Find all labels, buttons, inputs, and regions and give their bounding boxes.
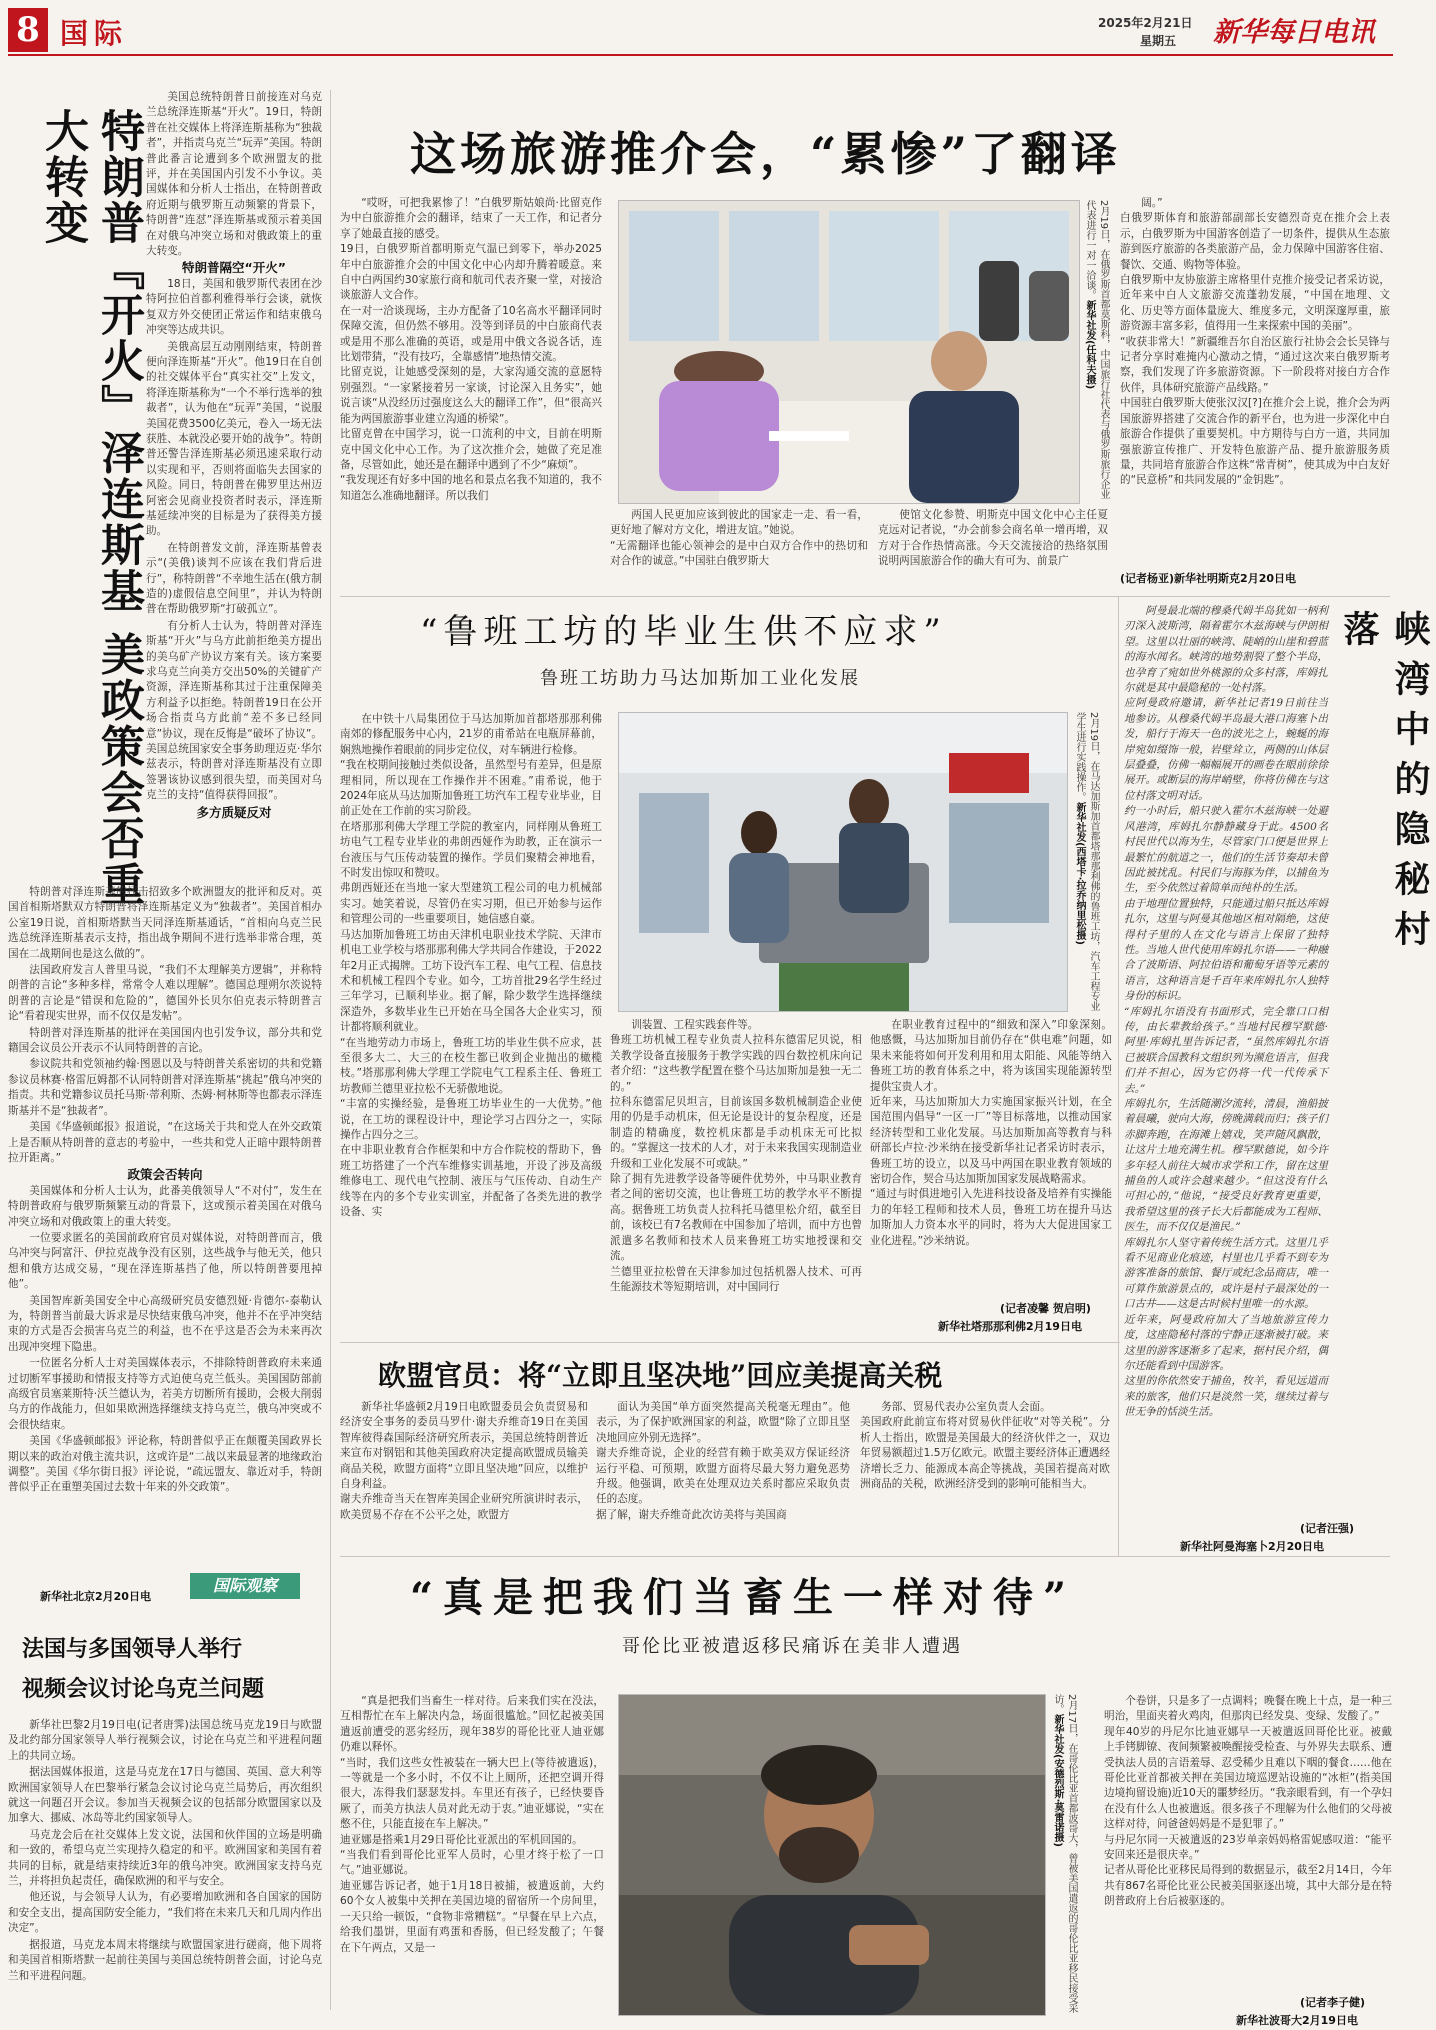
workshop-photo [619, 713, 1067, 1011]
luban-credit-dateline: 新华社塔那那利佛2月19日电 [938, 1320, 1082, 1333]
column-divider [1118, 596, 1119, 1556]
village-headline: 峡湾中的隐秘村落 [1338, 610, 1431, 960]
colombia-photo-caption [1050, 1694, 1078, 2014]
village-credit-dateline: 新华社阿曼海塞卜2月20日电 [1180, 1540, 1324, 1553]
section-rule [340, 1556, 1390, 1557]
tourism-col-2: 两国人民更加应该到彼此的国家走一走、看一看，更好地了解对方文化，增进友谊。”她说。 “无需翻译也能心领神会的是中白双方合作中的热切和对合作的诚意。”中国驻白俄罗斯大 [610, 509, 868, 568]
page-number-box: 8 [8, 8, 48, 52]
luban-col-2: 训装置、工程实践套件等。 鲁班工坊机械工程专业负责人拉科东德雷尼贝说，相关教学设备直接服务于教学实践的四台数控机床向记者介绍：“这些教学配置在整个马达加斯加是独一无二的。” 拉科东德雷尼贝坦言，目前该国多数机械制造企业使用的仍是手动机床，但无论是设计的复杂程度，还是制造的精确度，数控机床都是手动机床无可比拟的。“掌握这一技术的人才，对于未来我国实现制造业升级和工业化发展不可或缺。” 除了拥有先进教学设备等硬件优势外，中马职业教育者之间的密切交流，也让鲁班工坊的教学水平不断提高。据鲁班工坊负责人拉科托马德里松介绍，截至目前，该校已有7名教师在中国参加了培训，而中方也曾派遣多名教师和技术人员来鲁班工坊实地授课和交流。 兰德里亚拉松曾在天津参加过包括机器人技术、可再生能源技术等短期培训，对中国同行 [610, 1019, 862, 1293]
eu-col-3: 务部、贸易代表办公室负责人会面。 美国政府此前宣布将对贸易伙伴征收“对等关税”。分析人士指出，欧盟是美国最大的经济伙伴之一，双边年贸易额超过1.5万亿欧元。欧盟主要经济体正遭遇经济增长乏力、能源成本高企等挑战，美国若提高对欧洲商品的关税，欧洲经济受到的影响可能相当大。 [860, 1401, 1110, 1491]
luban-headline: “鲁班工坊的毕业生供不应求” [420, 612, 947, 652]
lead-credit: 新华社北京2月20日电 [40, 1590, 151, 1603]
lead-para: 法国政府发言人普里马说，“我们不太理解美方逻辑”，并称特朗普的言论“多种多样，常常令人难以理解”。德国总理朔尔茨说特朗普的言论是“错误和危险的”，德国外长贝尔伯克表示特朗普言论“看着现实世界，而不仅仅是发帖”。 [8, 964, 322, 1023]
colombia-caption-text: 2月17日，在哥伦比亚首都波哥大，曾被美国遣返的哥伦比亚移民接受采访。 [1052, 1694, 1077, 2014]
tourism-caption-credit: 新华社发(任科夫摄) [1084, 300, 1095, 390]
eu-col-2: 面认为美国“单方面突然提高关税毫无理由”。他表示，为了保护欧洲国家的利益，欧盟“除了立即且坚决地回应外别无选择”。 谢夫乔维奇说，企业的经营有赖于欧美双方保证经济运行平稳、可预期，欧盟方面将尽最大努力避免恶势升级。他强调，欧美在处理双边关系时都应采取负责任的态度。 据了解，谢夫乔维奇此次访美将与美国商 [596, 1401, 850, 1521]
badge-international-observation: 国际观察 [190, 1573, 300, 1599]
lead-para: 特朗普对泽连斯基的抨击招致多个欧洲盟友的批评和反对。英国首相斯塔默双方特朗普将泽连斯基定义为“独裁者”。美国首相办公室19日说，首相斯塔默当天同泽连斯基通话，“首相向乌克兰民选总统泽连斯基表示支持，指出战争期间不进行选举非常合理，英国在二战期间也是这么做的”。 [8, 886, 322, 960]
france-para: 据法国媒体报道，这是马克龙在17日与德国、英国、意大利等欧洲国家领导人在巴黎举行紧急会议讨论乌克兰局势后，再次组织就这一问题召开会议。参加当天视频会议的包括部分欧盟国家以及加拿大、挪威、冰岛等北约国家领导人。 [8, 1766, 322, 1825]
lead-para: 特朗普对泽连斯基的批评在美国国内也引发争议，部分共和党籍国会议员公开表示不认同特朗普的言论。 [8, 1026, 322, 1055]
france-article [8, 1718, 322, 2018]
column-divider [330, 90, 331, 2010]
lead-para: 美俄高层互动刚刚结束，特朗普便向泽连斯基“开火”。他19日在自创的社交媒体平台“真实社交”上发文，将泽连斯基称为“一个不举行选举的独裁者”，认为他在“玩弄”美国，“说服美国花费3500亿美元，卷入一场无法获胜、本就没必要开始的战争”。特朗普还警告泽连斯基必须迅速采取行动以实现和平，否则将面临失去国家的风险。同日，特朗普在佛罗里达州迈阿密会见商业投资者时表示，泽连斯基延续冲突的目标是为了获得美方援助。 [146, 340, 322, 538]
france-headline-1: 法国与多国领导人举行 [22, 1636, 243, 1662]
colombia-headline: “真是把我们当畜生一样对待” [410, 1574, 1077, 1621]
luban-caption-text: 2月19日，在马达加斯加首都塔那那利佛的鲁班工坊，汽车工程专业学生进行实践操作。 [1074, 712, 1099, 1012]
lead-para: 有分析人士认为，特朗普对泽连斯基“开火”与乌方此前拒绝美方提出的美乌矿产协议方案有关。该方案要求乌克兰向美方交出50%的关键矿产资源，泽连斯基称其过于注重保障美方利益予以拒绝。特朗普19日在公开场合指责乌方此前“差不多已经同意”协议，现在反悔是“破坏了协议”。美国总统国家安全事务助理迈克·华尔兹表示，特朗普对泽连斯基没有立即签署该协议感到很失望，而美国对乌克兰的支持“值得获得回报”。 [146, 619, 322, 802]
france-para: 他还说，与会领导人认为，有必要增加欧洲和各自国家的国防和安全支出，提高国防安全能力，“我们将在未来几天和几周内作出决定”。 [8, 1891, 322, 1935]
luban-photo [618, 712, 1068, 1012]
lead-para: 美国《华盛顿邮报》评论称，特朗普似乎正在颠覆美国政界长期以来的政治对俄主流共识，这或许是“二战以来最显著的地缘政治调整”。美国《华尔街日报》评论说，“疏远盟友、靠近对手，特朗普似乎正在重塑美国过去数十年来的外交政策”。 [8, 1435, 322, 1494]
interview-photo [619, 1695, 1045, 2015]
eu-headline: 欧盟官员：将“立即且坚决地”回应美提高关税 [378, 1359, 943, 1392]
colombia-caption-credit: 新华社发(安德烈斯·莫雷诺摄) [1052, 1714, 1063, 1847]
colombia-col-2: 个卷饼，只是多了一点调料；晚餐在晚上十点，是一种三明治，里面夹着火鸡肉，但那肉已经发臭、变绿、发酸了。” 现年40岁的丹尼尔比迪亚娜早一天被遣返回哥伦比亚。被戴上手铐脚镣、夜间频繁被唤醒接受检查、与外界失去联系、遭受执法人员的言语羞辱、忍受稀少且难以下咽的餐食……他在哥伦比亚首都被关押在美国边境巡逻站设施的“冰柜”(指美国边境拘留设施)近10天的噩梦经历。“我亲眼看到，有一个孕妇在没有什么人也被遣返。很多孩子不理解为什么他们的父母被这样对待，问爸爸妈妈是不是犯罪了。” 与丹尼尔同一天被遣返的23岁单亲妈妈格雷妮感叹道：“能平安回来还是很庆幸。” 记者从哥伦比亚移民局得到的数据显示，截至2月14日，今年共有867名哥伦比亚公民被美国驱逐出境，其中大部分是在特朗普政府上台后被驱逐的。 [1104, 1695, 1392, 1908]
lead-subhead-1: 特朗普隔空“开火” [182, 260, 286, 276]
meeting-photo [619, 201, 1079, 503]
tourism-col-1: “哎呀，可把我累惨了！”白俄罗斯姑娘尚·比留克作为中白旅游推介会的翻译，结束了一天工作，和记者分享了她最直接的感受。 19日，白俄罗斯首都明斯克气温已到零下，举办2025年中白旅游推介会的中国文化中心内却升腾着暖意。来自中白两国约30家旅行商和航司代表齐聚一堂，对接洽谈旅游人文合作。 在一对一洽谈现场，主办方配备了10名高水平翻译同时保障交流，但仍然不够用。没等到译员的中白旅商代表或是用不那么准确的英语，或是用中俄文各说各话，连比划带猜，“没有技巧，全靠感情”地热情交流。 比留克说，让她感受深刻的是，大家沟通交流的意愿特别强烈。“一家紧接着另一家谈，讨论深入且务实”，她说言谈“从没经历过强度这么大的翻译工作”，但“很高兴能为两国旅游事业建立沟通的桥梁”。 比留克曾在中国学习，说一口流利的中文，目前在明斯克中国文化中心工作。为了这次推介会，她做了充足准备，尽管如此，她还是在翻译中遇到了不少“麻烦”。 “我发现还有好多中国的地名和景点名我不知道的，我不知道怎么准确地翻译。所以我们 [340, 197, 602, 502]
village-credit-reporter: (记者汪强) [1300, 1522, 1355, 1535]
lead-intro: 美国总统特朗普日前接连对乌克兰总统泽连斯基“开火”。19日，特朗普在社交媒体上将泽连斯基称为“独裁者”，并指责乌克兰“玩弄”美国。特朗普此番言论遭到多个欧洲盟友的批评，并在美国国内引发不小争议。美国媒体和分析人士指出，在特朗普政府近期与俄罗斯互动频繁的背景下，特朗普“连怼”泽连斯基或预示着美国在对俄乌冲突立场和对俄政策上的重大转变。 [146, 91, 322, 258]
france-para: 马克龙会后在社交媒体上发文说，法国和伙伴国的立场是明确和一致的，希望乌克兰实现持久稳定的和平。欧洲国家和美国有着共同的目标，就是结束持续近3年的俄乌冲突。欧洲国家支持乌克兰，并将担负起责任，确保欧洲的和平与安全。 [8, 1828, 322, 1888]
section-rule [340, 596, 1390, 597]
tourism-col-4: 阔。” 白俄罗斯体育和旅游部副部长安德烈奇克在推介会上表示，白俄罗斯为中国游客创造了一切条件，提供从生态旅游到医疗旅游的各类旅游产品，金力保障中国游客住宿、餐饮、交通、购物等体验。 白俄罗斯中友协旅游主席格里什克推介接受记者采访说，近年来中白人文旅游交流蓬勃发展，“中国在地理、文化、历史等方面体量庞大、维度多元，文明深邃厚重，旅游资源丰富多彩，值得用一生来探索中国的美丽”。 “收获非常大！”新疆维吾尔自治区旅行社协会会长吴锋与记者分享时难掩内心激动之情，“通过这次来白俄罗斯考察，我们发现了许多旅游资源。下一阶段将对接白方合作伙伴，具体研究旅游产品线路。” 中国驻白俄罗斯大使张汉汉[?]在推介会上说，推介会为两国旅游界搭建了交流合作的新平台，也为进一步深化中白旅游合作提供了重要契机。中方期待与白方一道，共同加强旅游宣传推广、开发特色旅游产品、提升旅游服务质量，共同培育旅游合作这株“常青树”，使其成为中白友好的“民意桥”和共同发展的“金钥匙”。 [1120, 197, 1390, 487]
luban-photo-caption [1072, 712, 1100, 1012]
lead-para: 一位要求匿名的美国前政府官员对媒体说，对特朗普而言，俄乌冲突与阿富汗、伊拉克战争没有区别，这些战争与他无关，他只想和俄方达成交易，“现在泽连斯基挡了他，所以特朗普要甩掉他”。 [8, 1231, 322, 1291]
lead-para: 18日，美国和俄罗斯代表团在沙特阿拉伯首都利雅得举行会谈，就恢复双方外交使团正常运作和结束俄乌冲突等达成共识。 [146, 277, 322, 337]
colombia-credit-dateline: 新华社波哥大2月19日电 [1236, 2014, 1358, 2027]
lead-subhead-2: 多方质疑反对 [196, 804, 272, 820]
masthead-rule [8, 54, 1393, 56]
section-label: 国际 [60, 17, 129, 50]
luban-credit-reporters: (记者凌馨 贺启明) [1000, 1302, 1091, 1315]
colombia-subheadline: 哥伦比亚被遣返移民痛诉在美非人遭遇 [622, 1636, 962, 1657]
section-rule [340, 1342, 1120, 1343]
tourism-credit: (记者杨亚)新华社明斯克2月20日电 [1120, 572, 1297, 585]
village-article: 阿曼最北端的穆桑代姆半岛犹如一柄利刃深入波斯湾，隔着霍尔木兹海峡与伊朗相望。这里以壮丽的峡湾、陡峭的山崖和碧蓝的海水闻名。峡湾的地势割裂了整个半岛，也孕育了宛如世外桃源的众多村落，库姆扎尔就是其中最隐秘的一处村落。 应阿曼政府邀请，新华社记者19日前往当地参访。从穆桑代姆半岛最大港口海塞卜出发，船行于海天一色的波光之上，蜿蜒的海岸宛如缀饰一般，岩壁耸立，两侧的山体层层叠叠，仿佛一幅幅展开的画卷在眼前徐徐展开。或断层的海岸峭壁，你将仿佛在与这位村落文明对话。 约一小时后，船只驶入霍尔木兹海峡一处避风港湾，库姆扎尔静静藏身于此。4500名村民世代以海为生，尽管家门口便是世界上最繁忙的航道之一，他们的生活节奏却未曾因此被扰乱。村民们与海豚为伴，以捕鱼为生，至今依然过着简单而纯朴的生活。 由于地理位置独特，只能通过船只抵达库姆扎尔，这里与阿曼其他地区相对隔绝，这使得村子里的人在文化与语言上保留了独特性。当地人世代使用库姆扎尔语——一种融合了波斯语、阿拉伯语和葡萄牙语等元素的语言，这种语言是千百年来库姆扎尔人独特身份的标识。 “库姆扎尔语没有书面形式，完全靠口口相传，由长辈教给孩子。”当地村民穆罕默德·阿里·库姆扎里告诉记者，“虽然库姆扎尔语已被联合国教科文组织列为濒危语言，但我们并不担心，因为它仍将一代一代传承下去。” 库姆扎尔，生活随潮汐流转，清晨，渔船披着晨曦，驶向大海，傍晚满载而归；孩子们赤脚奔跑，在海滩上嬉戏，笑声随风飘散，让这片土地充满生机。穆罕默德说，如今许多年轻人前往大城市求学和工作，留在这里捕鱼的人或许会越来越少。“但这没有什么可担心的，”他说，“接受良好教育更重要，我希望这里的孩子长大后都能成为工程师、医生，而不仅仅是渔民。” 库姆扎尔人坚守着传统生活方式。这里几乎看不见商业化痕迹，村里也几乎看不到专为游客准备的旅馆、餐厅或纪念品商店，唯一可算作旅游景点的，或许是村子最深处的一口古井——这是古时候村里唯一的水源。 近年来，阿曼政府加大了当地旅游宣传力度，这座隐秘村落的宁静正逐渐被打破。来这里的游客逐渐多了起来，据村民介绍，偶尔还能看到中国游客。 这里的你依然安于捕鱼，牧羊，看见远道而来的旅客，他们只是淡然一笑，继续过着与世无争的恬淡生活。 [1124, 605, 1328, 1419]
tourism-photo-caption [1082, 200, 1110, 500]
colombia-col-1: “真是把我们当畜生一样对待。后来我们实在没法，互相帮忙在车上解决内急，场面很尴尬。”回忆起被美国遣返前遭受的恶劣经历，现年38岁的哥伦比亚人迪亚娜仍难以释怀。 “当时，我们这些女性被装在一辆大巴上(等待被遣返)，一等就是一个多小时，不仅不让上厕所，还把空调开得很大，冻得我们瑟瑟发抖。车里还有孩子，已经快要昏厥了，而美方执法人员对此无动于衷。”迪亚娜说，“实在憋不住，只能直接在车上解决。” 迪亚娜是搭乘1月29日哥伦比亚派出的军机回国的。 “当我们看到哥伦比亚军人员时，心里才终于松了一口气。”迪亚娜说。 迪亚娜告诉记者，她于1月18日被捕，被遣返前，大约60个女人被集中关押在美国边境的留宿所一个房间里，一天只给一顿饭，“食物非常糟糕”。“早餐在早上六点，给我们墨饼，里面有鸡蛋和香肠，但已经发酸了；午餐在下午两点，又是一 [340, 1695, 604, 1954]
masthead [8, 8, 1393, 54]
lead-subhead-3: 政策会否转向 [127, 1167, 203, 1183]
france-para: 新华社巴黎2月19日电(记者唐霁)法国总统马克龙19日与欧盟及北约部分国家领导人举行视频会议，讨论在乌克兰和平进程问题上的共同立场。 [8, 1719, 322, 1762]
lead-para: 参议院共和党领袖约翰·图恩以及与特朗普关系密切的共和党籍参议员林赛·格雷厄姆都不认同特朗普对泽连斯基“挑起”俄乌冲突的指责。共和党籍参议员托马斯·蒂利斯、杰姆·柯林斯等也都表示泽连斯基并不是“独裁者”。 [8, 1058, 322, 1117]
tourism-photo [618, 200, 1080, 504]
luban-caption-credit: 新华社发(西塔卡·拉乔纳里松摄) [1074, 802, 1085, 945]
colombia-photo [618, 1694, 1046, 2016]
lead-para: 美国媒体和分析人士认为，此番美俄领导人“不对付”，发生在特朗普政府与俄罗斯频繁互动的背景下，这或预示着美国在对俄乌冲突立场和对俄政策上的重大转变。 [8, 1184, 322, 1228]
issue-date: 2025年2月21日 [1098, 16, 1193, 30]
colombia-credit-reporter: (记者李子健) [1300, 1996, 1366, 2009]
lead-para: 在特朗普发文前，泽连斯基曾表示“(美俄)谈判不应该在我们背后进行”，称特朗普“不幸地生活在(俄方制造的)虚假信息空间里”，并认为特朗普在帮助俄罗斯“打破孤立”。 [146, 541, 322, 616]
tourism-caption-text: 2月19日，在俄罗斯首都莫斯科，中国旅行社代表与俄罗斯旅行企业代表进行一对一洽谈。 [1084, 200, 1109, 500]
lead-headline: 特朗普『开火』泽连斯基 美政策会否重大转变 [37, 108, 144, 908]
luban-subheadline: 鲁班工坊助力马达加斯加工业化发展 [540, 668, 860, 689]
paper-logo: 新华每日电讯 [1213, 17, 1375, 48]
issue-weekday: 星期五 [1140, 34, 1177, 48]
eu-col-1: 新华社华盛顿2月19日电欧盟委员会负责贸易和经济安全事务的委员马罗什·谢夫乔维奇19日在美国智库彼得森国际经济研究所表示，美国总统特朗普近来宣布对钢铝和其他美国政府决定提高欧盟成员输美商品关税，欧盟方面将“立即且坚决地”回应，以维护自身利益。 谢夫乔维奇当天在智库美国企业研究所演讲时表示，欧美贸易不存在不公平之处，欧盟方 [340, 1401, 588, 1521]
lead-para: 美国智库新美国安全中心高级研究员安德烈娅·肯德尔-泰勒认为，特朗普当前最大诉求是尽快结束俄乌冲突，他并不在乎冲突结束的方式是否会损害乌克兰的利益，也不在乎这是否会为未来再次出现冲突埋下隐患。 [8, 1294, 322, 1353]
lead-para: 一位匿名分析人士对美国媒体表示，不排除特朗普政府未来通过切断军事援助和情报支持等方式迫使乌克兰低头。美国国防部前高级官员塞莱斯特·沃兰德认为，若美方切断所有援助，会极大削弱乌方的作战能力，但如果欧洲选择继续支持乌克兰，俄乌冲突或不会很快结束。 [8, 1357, 322, 1431]
luban-col-1: 在中铁十八局集团位于马达加斯加首都塔那那利佛南郊的修配服务中心内，21岁的甫希站在电瓶屏幕前，娴熟地操作着眼前的同步定位仪，对车辆进行检修。 “我在校期间接触过类似设备，虽然型号有差异，但是原理相同，所以现在工作操作并不困难。”甫希说，他于2024年底从马达加斯加鲁班工坊汽车工程专业毕业，目前正处在工作前的实习阶段。 在塔那那利佛大学理工学院的教室内，同样刚从鲁班工坊电气工程专业毕业的弗朗西娅作为助教，正在演示一台液压与气压传动装置的操作。学员们聚精会神地看，不时发出惊叹和赞叹。 弗朗西娅还在当地一家大型建筑工程公司的电力机械部实习。她笑着说，尽管仍在实习期，但已开始参与运作和管理公司的一些重要项目，她信感自豪。 马达加斯加鲁班工坊由天津机电职业技术学院、天津市机电工业学校与塔那那利佛大学共同合作建设，于2022年2月正式揭牌。工坊下设汽车工程、电气工程、信息技术和机械工程四个专业。如今，工坊首批29名学生经过三年学习，已顺利毕业。据了解，除少数学生选择继续深造外，多数毕业生已开始在马全国各大企业实习，预计都将顺利就业。 “在当地劳动力市场上，鲁班工坊的毕业生供不应求，甚至很多大二、大三的在校生都已收到企业抛出的橄榄枝。”塔那那利佛大学理工学院电气工程系主任、鲁班工坊教师兰德里亚拉松不无骄傲地说。 “丰富的实操经验，是鲁班工坊毕业生的一大优势。”他说，在工坊的课程设计中，理论学习占四分之一，实际操作占四分之三。 在中非职业教育合作框架和中方合作院校的帮助下，鲁班工坊搭建了一个汽车维修实训基地，开设了涉及高级维修电工、现代电气控制、液压与气压传动、自动生产线等在内的多个专业实训室，并配备了各类先进的教学设备、实 [340, 713, 602, 1218]
france-headline-2: 视频会议讨论乌克兰问题 [22, 1676, 265, 1702]
lead-article-bottom [8, 885, 322, 1585]
tourism-headline: 这场旅游推介会，“累惨”了翻译 [410, 127, 1121, 181]
tourism-col-3: 使馆文化参赞、明斯克中国文化中心主任夏克远对记者说，“办会前参会商名单一增再增，双方对于合作热情高涨。今天交流接洽的热络氛围说明两国旅游合作的确大有可为、前景广 [878, 509, 1108, 568]
france-para: 据报道，马克龙本周末将继续与欧盟国家进行磋商，他下周将和美国首相斯塔默一起前往美国与美国总统特朗普会面，讨论乌克兰和平进程问题。 [8, 1938, 322, 1982]
lead-para: 美国《华盛顿邮报》报道说，“在这场关于共和党人在外交政策上是否顺从特朗普的意志的考验中，一些共和党人正暗中跟特朗普拉开距离。” [8, 1121, 322, 1164]
luban-col-3: 在职业教育过程中的“细致和深入”印象深刻。他感慨，马达加斯加目前仍存在“供电难”问题，如果未来能将如何开发利用和用太阳能、风能等纳入鲁班工坊的教育体系之中，将为该国实现能源转型提供宝贵人才。 近年来，马达加斯加大力实施国家振兴计划，在全国范围内倡导“一区一厂”等目标落地，以推动国家经济转型和工业化发展。马达加斯加高等教育与科研部长卢拉·沙米纳在接受新华社记者采访时表示，鲁班工坊的设立，以及马中两国在职业教育领域的密切合作，契合马达加斯加国家发展战略需求。 “通过与时俱进地引入先进科技设备及培养有实操能力的年轻工程师和技术人员，鲁班工坊在提升马达加斯加人力资本水平的同时，将为大大促进国家工业化进程。”沙米纳说。 [870, 1019, 1112, 1247]
